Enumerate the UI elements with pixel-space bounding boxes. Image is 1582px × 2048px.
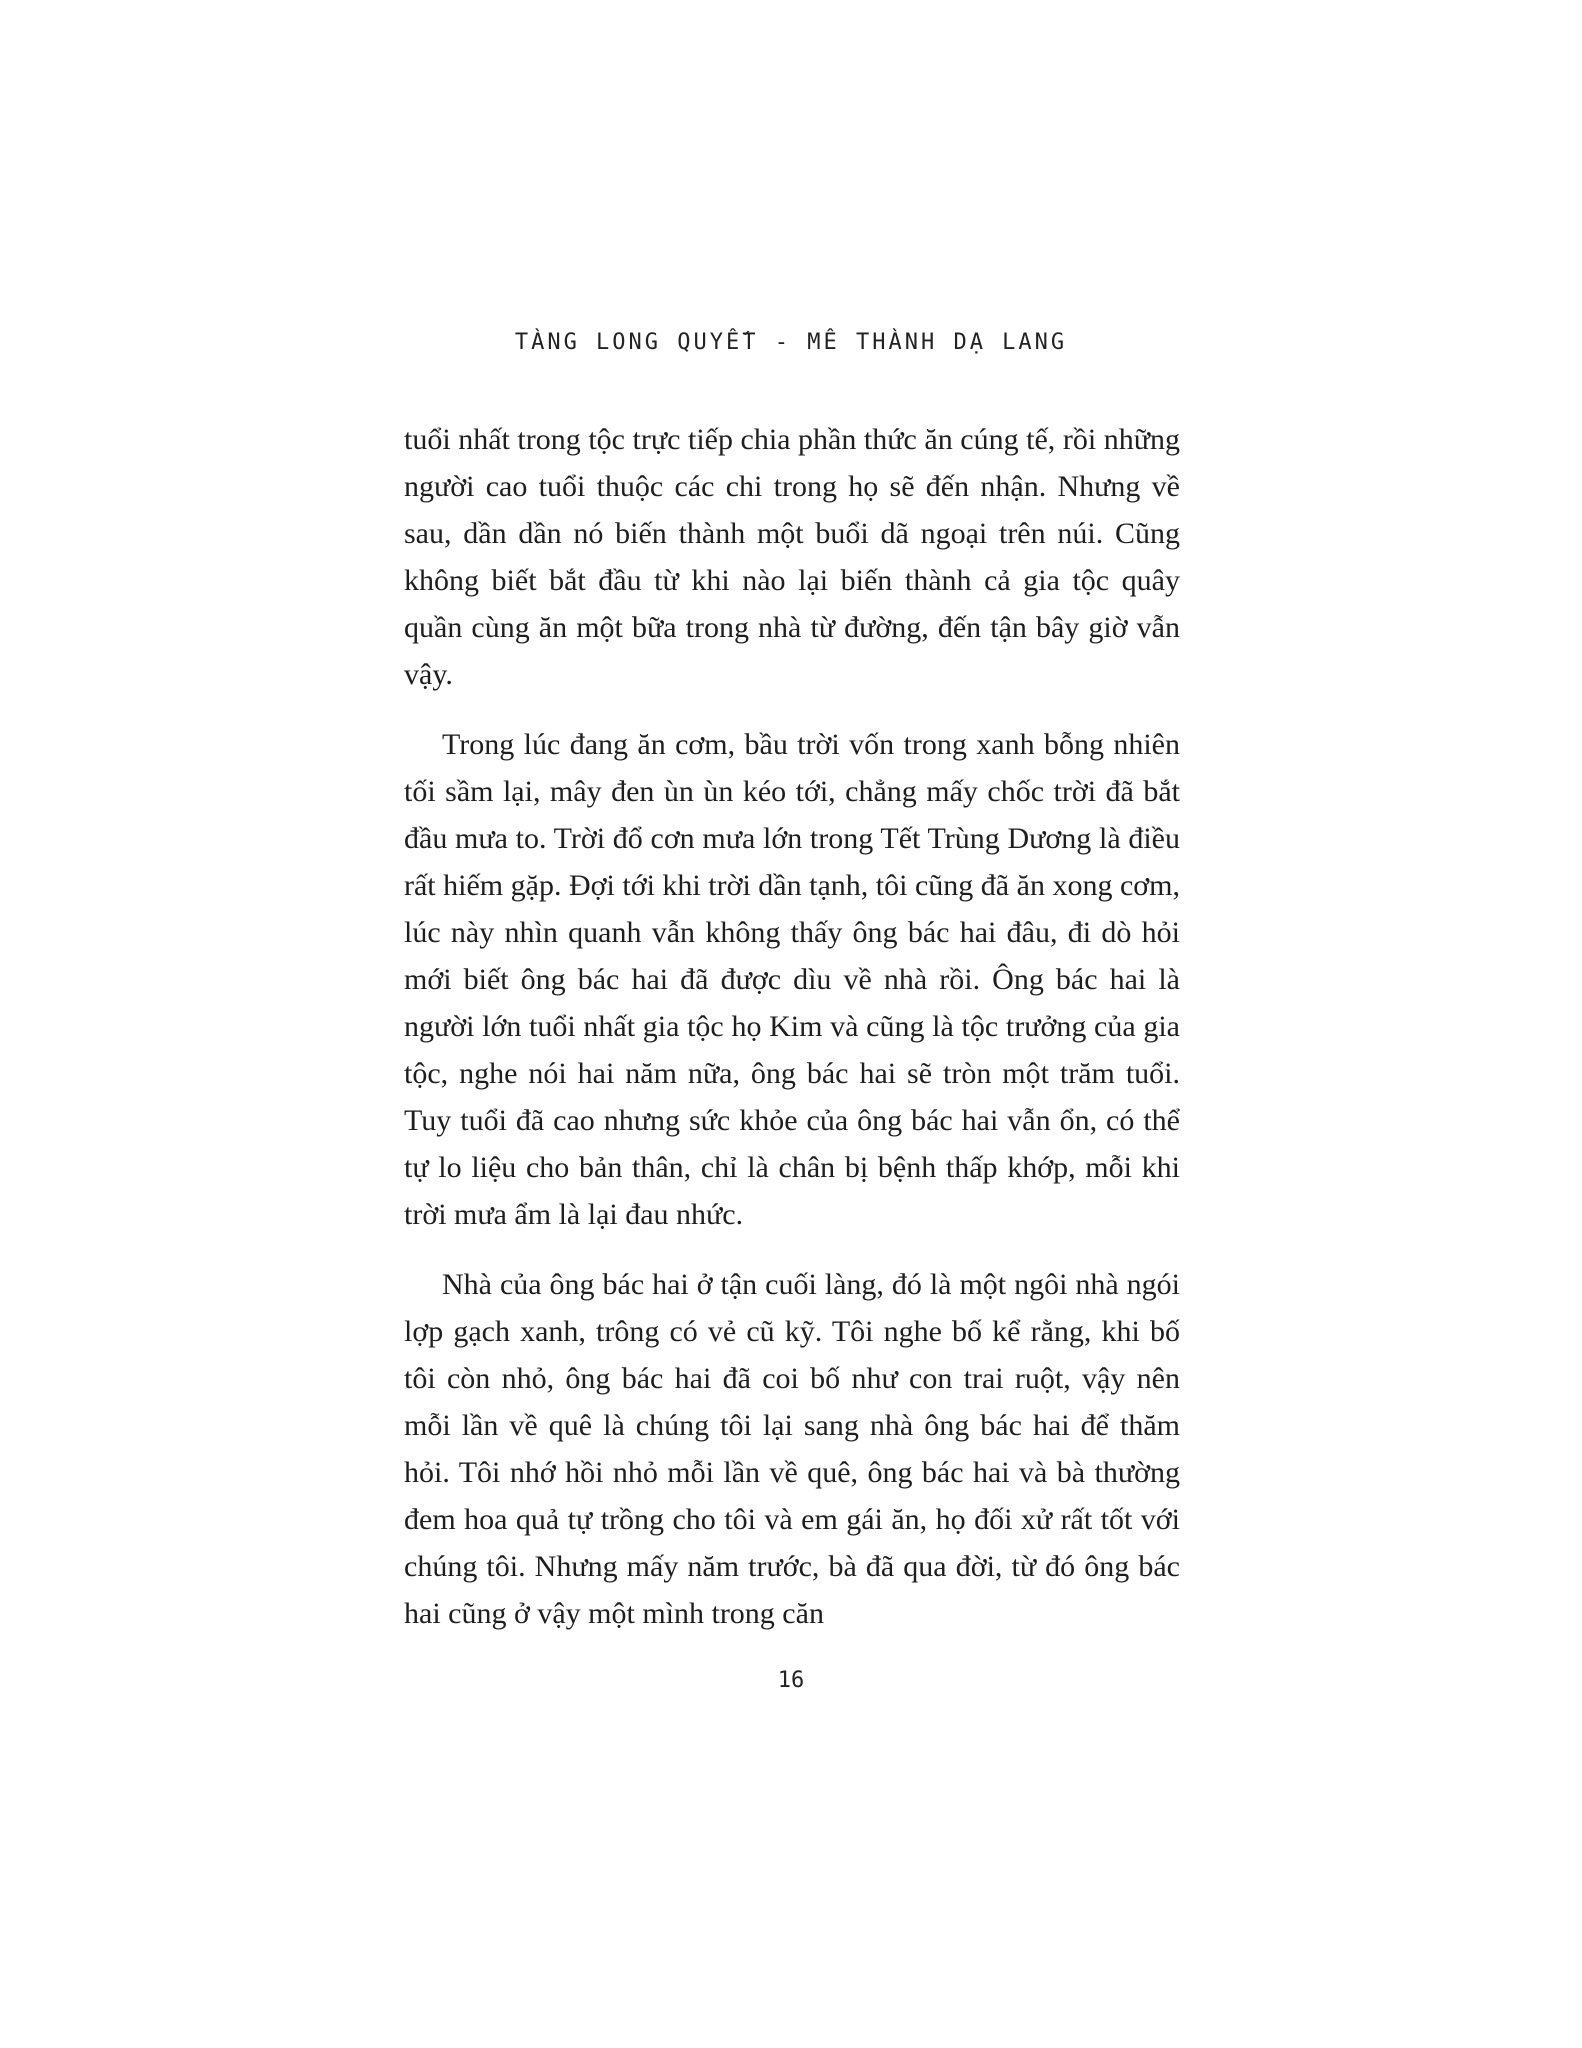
paragraph-3: Nhà của ông bác hai ở tận cuối làng, đó là một ngôi nhà ngói lợp gạch xanh, trông có vẻ cũ kỹ. Tôi nghe bố kể rằng, khi bố tôi còn nhỏ, ông bác hai đã coi bố như con trai ruột, vậy nên mỗi lần về quê là chúng tôi lại sang nhà ông bác hai để thăm hỏi. Tôi nhớ hồi nhỏ mỗi lần về quê, ông bác hai và bà thường đem hoa quả tự trồng cho tôi và em gái ăn, họ đối xử rất tốt với chúng tôi. Nhưng mấy năm trước, bà đã qua đời, từ đó ông bác hai cũng ở vậy một mình trong căn bbox=[404, 1268, 1180, 1630]
running-header: TÀNG LONG QUYẾT - MÊ THÀNH DẠ LANG bbox=[514, 330, 1068, 355]
paragraph-2: Trong lúc đang ăn cơm, bầu trời vốn trong xanh bỗng nhiên tối sầm lại, mây đen ùn ùn kéo tới, chẳng mấy chốc trời đã bắt đầu mưa to. Trời đổ cơn mưa lớn trong Tết Trùng Dương là điều rất hiếm gặp. Đợi tới khi trời dần tạnh, tôi cũng đã ăn xong cơm, lúc này nhìn quanh vẫn không thấy ông bác hai đâu, đi dò hỏi mới biết ông bác hai đã được dìu về nhà rồi. Ông bác hai là người lớn tuổi nhất gia tộc họ Kim và cũng là tộc trưởng của gia tộc, nghe nói hai năm nữa, ông bác hai sẽ tròn một trăm tuổi. Tuy tuổi đã cao nhưng sức khỏe của ông bác hai vẫn ổn, có thể tự lo liệu cho bản thân, chỉ là chân bị bệnh thấp khớp, mỗi khi trời mưa ẩm là lại đau nhức. bbox=[404, 728, 1180, 1231]
paragraph-1: tuổi nhất trong tộc trực tiếp chia phần thức ăn cúng tế, rồi những người cao tuổi thuộc các chi trong họ sẽ đến nhận. Nhưng về sau, dần dần nó biến thành một buổi dã ngoại trên núi. Cũng không biết bắt đầu từ khi nào lại biến thành cả gia tộc quây quần cùng ăn một bữa trong nhà từ đường, đến tận bây giờ vẫn vậy. bbox=[404, 423, 1180, 691]
page-number: 16 bbox=[777, 1668, 805, 1693]
body-text bbox=[404, 416, 1180, 1637]
